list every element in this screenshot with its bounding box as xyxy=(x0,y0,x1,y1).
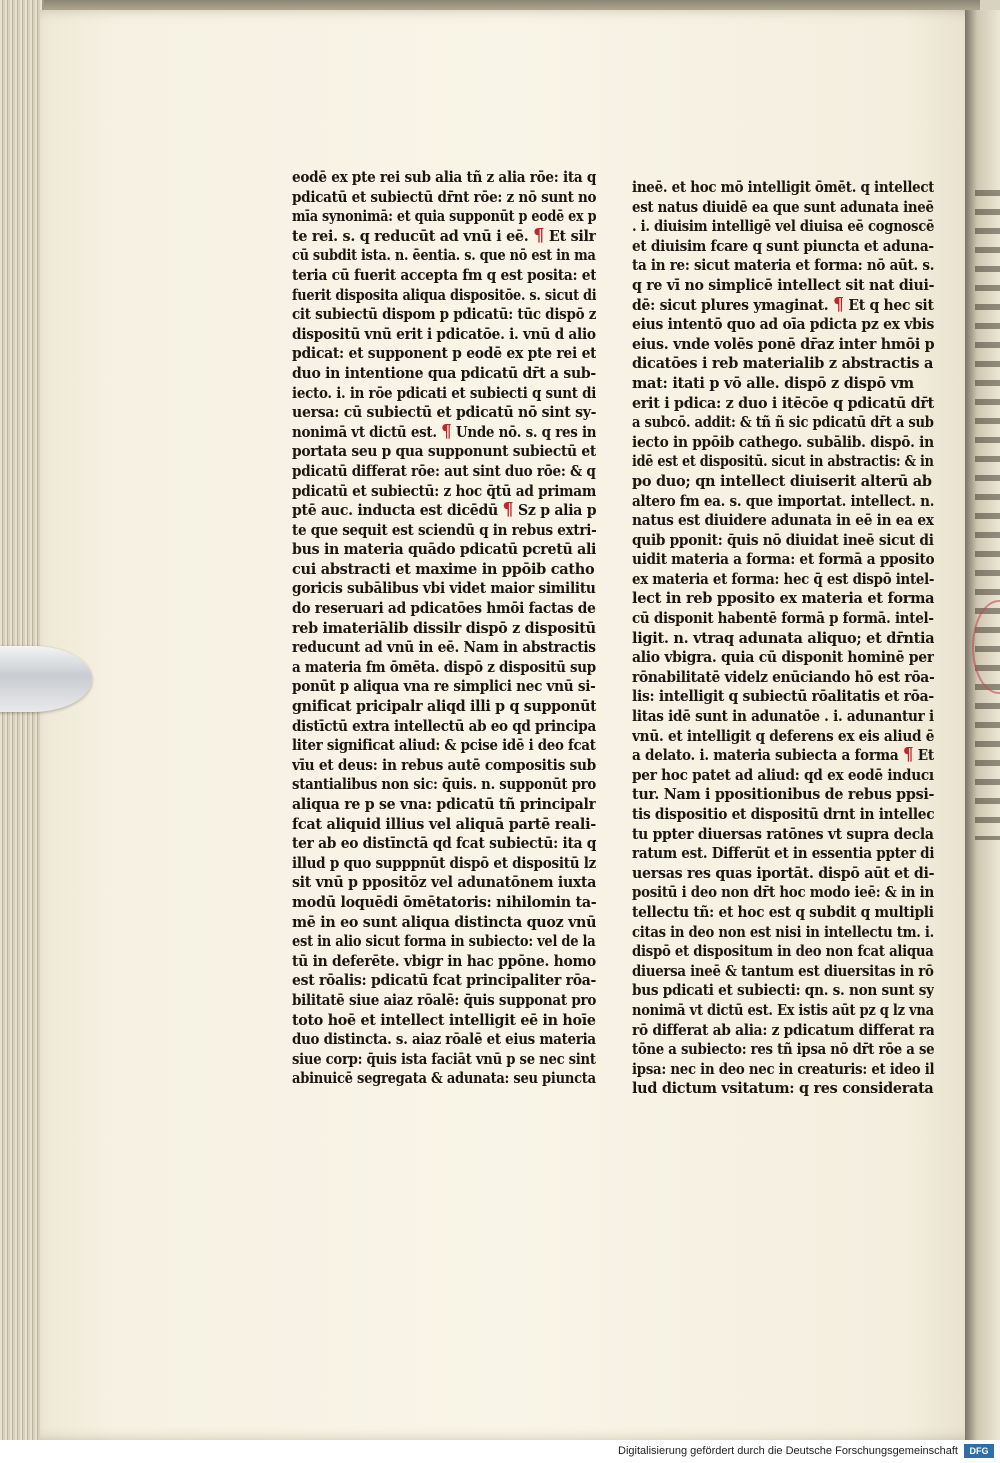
page-stack-edge xyxy=(0,0,44,1440)
text-line: fcat aliquid illius vel aliquā partē reali- xyxy=(292,815,596,833)
text-line: diuersa ineē & tantum est diuersitas in rō xyxy=(632,962,934,980)
text-line: tis dispositio et dispositū drnt in intellec xyxy=(632,806,935,823)
text-line: abinuicē segregata & adunata: seu piuncta xyxy=(292,1070,596,1088)
text-line: illud p quo supppnūt dispō et dispositū lz xyxy=(292,854,596,872)
text-line: a delato. i. materia subiecta a forma ¶ Et xyxy=(632,746,934,766)
text-line: positū i deo non dr̄t hoc modo ieē: & in in xyxy=(632,884,934,902)
text-line: vnū. et intelligit q deferens ex eis aliud ē xyxy=(632,727,935,745)
text-line: iecto. i. in rōe pdicati et subiecti q sunt di xyxy=(292,384,597,402)
text-line: uidit materia a forma: et formā a pposito xyxy=(632,551,935,569)
text-line: gnificat pricipalr aliqd illi p q supponūt xyxy=(292,698,597,716)
text-column-left xyxy=(292,168,596,1089)
text-line: ligit. n. vtraq adunata aliquo; et dr̄ntia xyxy=(632,629,934,647)
pilcrow-mark: ¶ xyxy=(533,226,545,246)
text-line: dispositū vnū erit i pdicatōe. i. vnū d alio xyxy=(292,325,596,343)
text-line: . i. diuisim intelligē vel diuisa eē cognoscē xyxy=(632,218,935,236)
text-line: altero fm ea. s. que importat. intellect. n. xyxy=(632,492,935,510)
text-line: ipsa: nec in deo nec in creaturis: et ideo il xyxy=(632,1060,935,1078)
text-line: do reseruari ad pdicatōes hmōi factas de xyxy=(292,600,596,618)
text-line: a materia fm ōmēta. dispō z dispositū sup xyxy=(292,658,596,676)
text-line: reducunt ad vnū in eē. Nam in abstractis xyxy=(292,639,596,657)
text-line: aliqua re p se vna: pdicatū tñ principalr xyxy=(292,796,596,813)
text-line: eius intentō quo ad oīa pdicta pz ex vbis xyxy=(632,316,935,334)
text-line: distīctū extra intellectū ab eo qd principa xyxy=(292,717,596,735)
text-line: nonimā vt dictū est. ¶ Unde nō. s. q res in xyxy=(292,422,597,442)
text-line: cui abstracti et maxime in ppōib catho xyxy=(292,560,595,578)
text-line: ptē auc. inducta est dicēdū ¶ Sz p alia p xyxy=(292,501,596,521)
text-line: et diuisim fcare q sunt piuncta et aduna- xyxy=(632,237,934,255)
text-line: cit subiectū dispom p pdicatū: tūc dispō z xyxy=(292,306,597,324)
text-line: sit vnū p ppositōz vel adunatōnem iuxta xyxy=(292,874,596,892)
footer-bar xyxy=(0,1440,1000,1463)
text-line: ex materia et forma: hec q̄ est dispō intel- xyxy=(632,570,935,588)
text-line: po duo; qn intellect diuiserit alterū ab xyxy=(632,472,932,490)
text-line: idē est et dispositū. sicut in abstractis: & in xyxy=(632,453,934,471)
text-line: lis: intelligit q subiectū rōalitatis et rōa- xyxy=(632,688,934,706)
adjacent-page-text-fragment xyxy=(975,190,1000,840)
text-line: dispō et dispositum in deo non fcat aliqua xyxy=(632,943,934,961)
dfg-logo: DFG xyxy=(964,1444,994,1458)
text-line: ponūt p aliqua vna re simplici nec vnū si- xyxy=(292,678,596,696)
text-line: siue corp: q̄uis ista faciāt vnū p se nec sint xyxy=(292,1050,596,1068)
text-line: ta in re: sicut materia et forma: nō aūt. s. xyxy=(632,257,934,275)
text-line: iecto in ppōib cathego. subālib. dispō. in xyxy=(632,433,934,451)
text-line: lect in reb pposito ex materia et forma xyxy=(632,590,934,608)
text-line: est in alio sicut forma in subiecto: vel de la xyxy=(292,933,596,951)
pilcrow-mark: ¶ xyxy=(502,501,514,521)
text-line: reb imateriālib dissilr dispō z dispositū xyxy=(292,619,596,637)
text-line: ter ab eo distīnctā qd fcat subiectū: ita q xyxy=(292,835,597,853)
text-line: citas in deo non est nisi in intellectu tm. i. xyxy=(632,923,934,941)
text-line: est rōalis: pdicatū fcat principaliter rōa- xyxy=(292,972,596,990)
text-line: teria cū fuerit accepta fm q est posita: et xyxy=(292,266,596,284)
text-line: alio vbigra. quia cū disponit hominē per xyxy=(632,649,934,667)
text-line: cū disponit habentē formā p formā. intel- xyxy=(632,610,934,628)
text-line: erit i pdica: z duo i itēcōe q pdicatū dr̄t xyxy=(632,394,934,412)
text-line: natus est diuidere adunata in eē in ea ex xyxy=(632,512,934,530)
text-line: per hoc patet ad aliud: qd ex eodē inducı xyxy=(632,766,934,784)
text-line: bus in materia quādo pdicatū pcretū ali xyxy=(292,541,596,559)
text-line: duo distincta. s. aiaz rōalē et eius materia xyxy=(292,1031,596,1049)
text-line: eodē ex pte rei sub alia tñ z alia rōe: ita q xyxy=(292,169,596,186)
text-line: tur. Nam i ppositionibus de rebus ppsi- xyxy=(632,786,935,804)
pilcrow-mark: ¶ xyxy=(832,295,844,315)
text-line: te que sequit est sciendū q in rebus extri- xyxy=(292,521,597,539)
adjacent-page-fragment xyxy=(965,10,1000,1440)
text-line: bus pdicati et subiecti: qn. s. non sunt sy xyxy=(632,982,934,1000)
text-line: tū in deferēte. vbigr in hac ppōne. homo xyxy=(292,952,596,970)
text-line: modū loquēdi ōmētatoris: nihilomin ta- xyxy=(292,893,597,911)
text-line: goricis subālibus vbi videt maior similitu xyxy=(292,580,596,598)
text-line: te rei. s. q reducūt ad vnū i eē. ¶ Et silr xyxy=(292,226,596,246)
text-line: rō differat ab alia: z pdicatum differat ra xyxy=(632,1021,935,1039)
text-line: cū subdit ista. n. ēentia. s. que nō est in ma xyxy=(292,247,596,265)
text-line: rōnabilitatē videlz enūciando hō est rōa- xyxy=(632,668,935,686)
text-line: pdicat: et supponent p eodē ex pte rei et xyxy=(292,345,596,363)
text-line: quib pponit: q̄uis nō diuidat ineē sicut di xyxy=(632,531,934,549)
text-line: duo in intentione qua pdicatū dr̄t a sub- xyxy=(292,364,596,382)
text-line: vīu et deus: in rebus autē compositis sub xyxy=(292,756,596,774)
text-line: fuerit disposita aliqua dispositōe. s. sicut di xyxy=(292,286,597,304)
text-line: dicatōes i reb materialib z abstractis a xyxy=(632,355,934,373)
text-line: tu ppter diuersas ratōnes vt supra decla xyxy=(632,825,934,843)
text-line: tellectu tñ: et hoc est q subdit q multipli xyxy=(632,903,934,921)
text-line: bilitatē siue aiaz rōalē: q̄uis supponat pro xyxy=(292,991,597,1009)
text-column-right xyxy=(632,178,934,1099)
text-line: est natus diuidē ea que sunt adunata ineē xyxy=(632,198,934,216)
pilcrow-mark: ¶ xyxy=(441,422,452,442)
text-line: ineē. et hoc mō intelligit ōmēt. q intellect xyxy=(632,179,934,196)
text-line: lud dictum vsitatum: q res considerata xyxy=(632,1080,934,1098)
text-line: q re vī no simplicē intellect sit nat diui- xyxy=(632,276,934,294)
text-line: eius. vnde volēs ponē dr̄az inter hmōi p xyxy=(632,335,935,353)
text-line: stantialibus non sic: q̄uis. n. supponūt pro xyxy=(292,776,596,794)
text-line: liter significat aliud: & pcise idē i deo fcat xyxy=(292,737,596,755)
text-line: dē: sicut plures ymaginat. ¶ Et q hec sit xyxy=(632,295,934,315)
text-line: pdicatū differat rōe: aut sint duo rōe: & q xyxy=(292,462,596,480)
text-line: uersas res quas iportāt. dispō aūt et di- xyxy=(632,864,935,882)
text-line: nonimā vt dictū est. Ex istis aūt pz q lz vna xyxy=(632,1001,934,1019)
text-line: litas idē sunt in adunatōe . i. adunantur i xyxy=(632,708,934,726)
text-line: tōne a subiecto: res tñ ipsa nō dr̄t rōe a se xyxy=(632,1041,934,1059)
text-line: ratum est. Differūt et in essentia ppter di xyxy=(632,845,934,863)
text-line: portata seu p qua supponunt subiectū et xyxy=(292,443,596,461)
text-line: mat: itati p vō alle. dispō z dispō vm xyxy=(632,374,914,392)
funding-credit: Digitalisierung gefördert durch die Deutsche Forschungsgemeinschaft xyxy=(618,1445,958,1457)
text-line: a subcō. addit: & tñ ñ sic pdicatū dr̄t a sub xyxy=(632,414,934,432)
pilcrow-mark: ¶ xyxy=(902,746,914,766)
text-line: toto hoē et intellect intelligit eē in hoīe xyxy=(292,1011,596,1029)
text-line: mīa synonimā: et quia supponūt p eodē ex p xyxy=(292,208,596,226)
text-line: mē in eo sunt aliqua distincta quoz vnū xyxy=(292,913,597,931)
text-line: pdicatū et subiectū dr̄nt rōe: z nō sunt no xyxy=(292,188,597,206)
text-line: uersa: cū subiectū et pdicatū nō sint sy- xyxy=(292,404,596,422)
text-line: pdicatū et subiectū: z hoc q̄tū ad primam xyxy=(292,482,596,500)
